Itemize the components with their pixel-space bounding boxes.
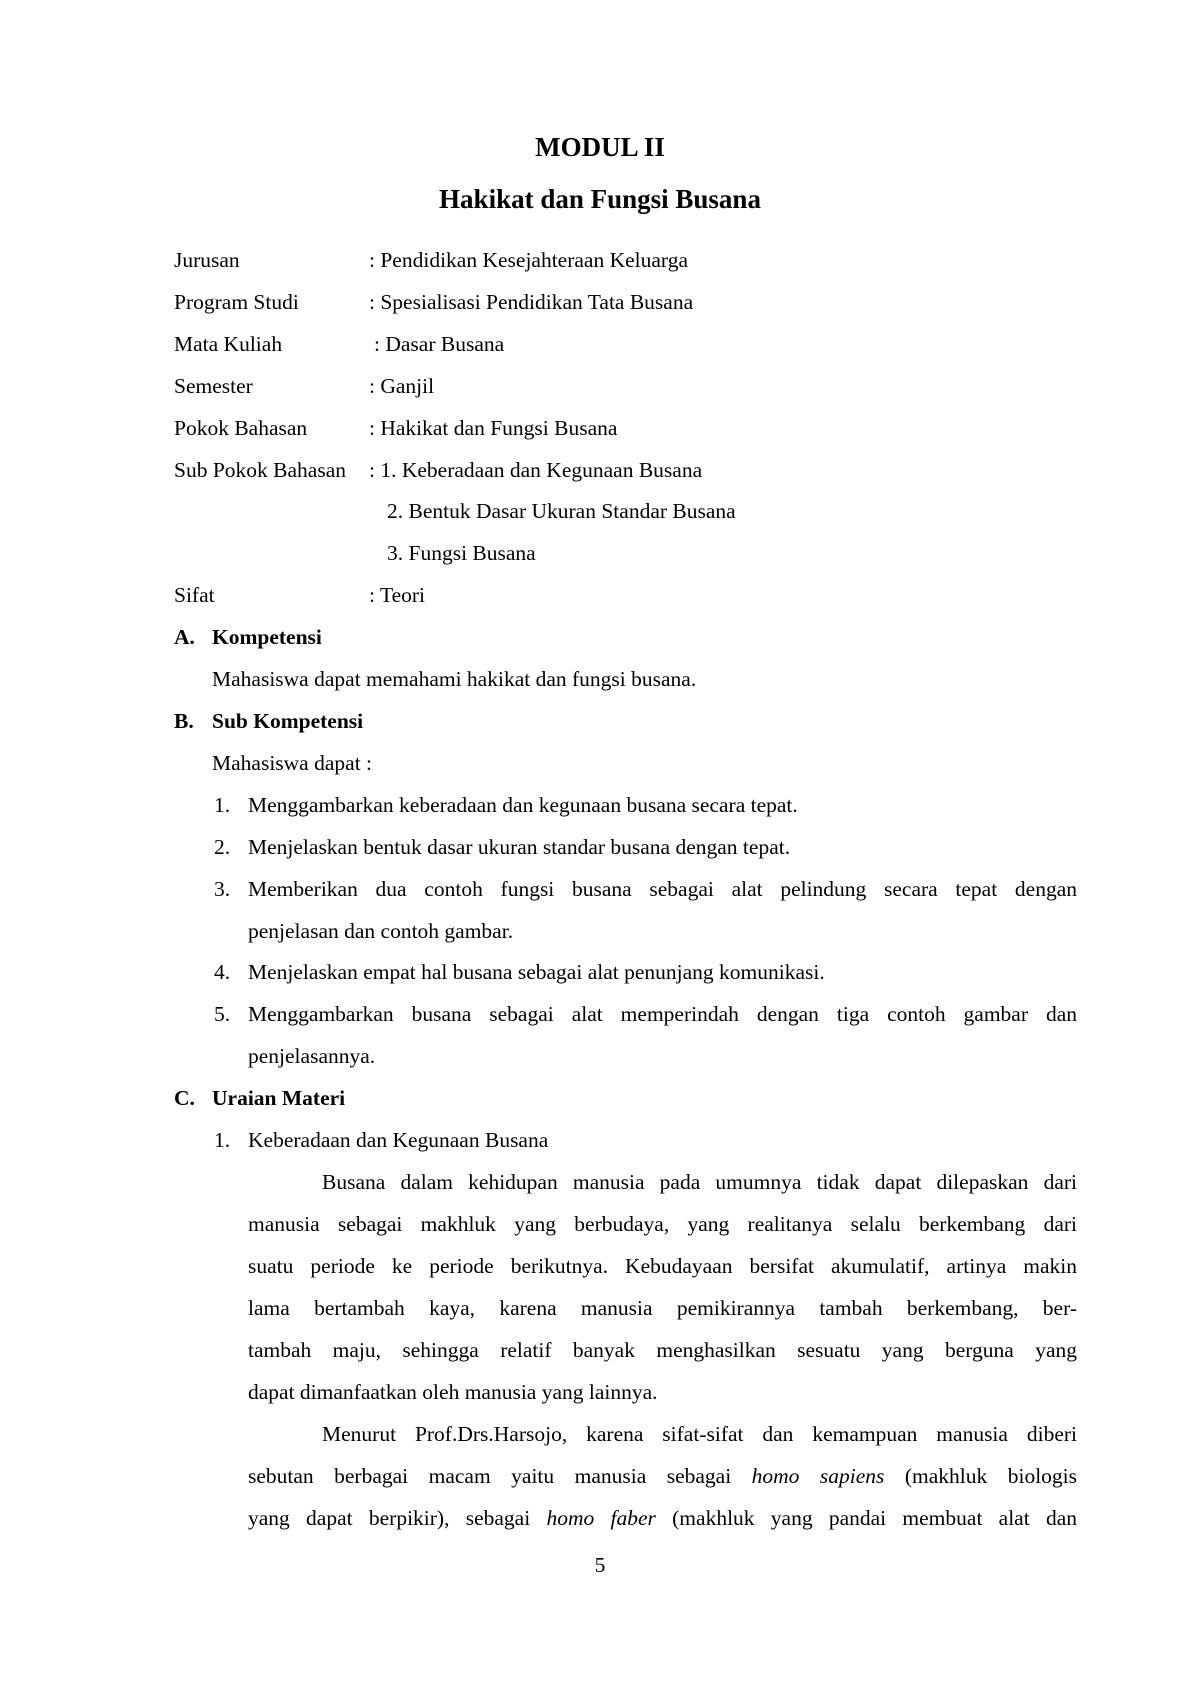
info-label-semester: Semester	[174, 374, 253, 398]
list-item-number: 4.	[214, 960, 231, 984]
info-label-jurusan: Jurusan	[174, 248, 240, 272]
info-value-sifat: : Teori	[369, 583, 426, 607]
section-c-heading: Uraian Materi	[212, 1086, 346, 1110]
list-item-text-continued: penjelasannya.	[248, 1044, 376, 1068]
info-value-matkul: : Dasar Busana	[374, 332, 505, 356]
paragraph-line: manusia sebagai makhluk yang berbudaya, yang realitanya selalu berkembang dari	[248, 1212, 1077, 1236]
emphasis-text: homo sapiens	[751, 1464, 885, 1488]
list-item-text: Memberikan dua contoh fungsi busana sebagai alat pelindung secara tepat dengan	[248, 877, 1077, 901]
text-run: (makhluk yang pandai membuat alat dan	[672, 1506, 1078, 1530]
info-value-subpokok-1: : 1. Keberadaan dan Kegunaan Busana	[369, 458, 703, 482]
info-value-subpokok-2: 2. Bentuk Dasar Ukuran Standar Busana	[387, 499, 736, 523]
info-label-pokok: Pokok Bahasan	[174, 416, 308, 440]
text-run: (makhluk biologis	[904, 1464, 1078, 1488]
paragraph-line	[248, 1508, 1077, 1530]
info-value-jurusan: : Pendidikan Kesejahteraan Keluarga	[369, 248, 688, 272]
paragraph-line: Busana dalam kehidupan manusia pada umumnya tidak dapat dilepaskan dari	[322, 1170, 1077, 1194]
list-item-text: Menjelaskan bentuk dasar ukuran standar busana dengan tepat.	[248, 835, 791, 859]
info-value-semester: : Ganjil	[369, 374, 435, 398]
list-item-text-continued: penjelasan dan contoh gambar.	[248, 919, 514, 943]
text-run: sebutan berbagai macam yaitu manusia sebagai	[248, 1464, 732, 1488]
section-c-letter: C.	[174, 1086, 195, 1110]
list-item-text: Menggambarkan busana sebagai alat memperindah dengan tiga contoh gambar dan	[248, 1002, 1077, 1026]
module-title: MODUL II	[535, 132, 665, 162]
paragraph-line: suatu periode ke periode berikutnya. Kebudayaan bersifat akumulatif, artinya makin	[248, 1254, 1077, 1278]
module-subtitle: Hakikat dan Fungsi Busana	[439, 184, 761, 214]
info-label-sifat: Sifat	[174, 583, 215, 607]
info-value-pokok: : Hakikat dan Fungsi Busana	[369, 416, 618, 440]
paragraph-line: dapat dimanfaatkan oleh manusia yang lainnya.	[248, 1380, 658, 1404]
section-b-heading: Sub Kompetensi	[212, 709, 364, 733]
section-a-letter: A.	[174, 625, 195, 649]
paragraph-line: tambah maju, sehingga relatif banyak menghasilkan sesuatu yang berguna yang	[248, 1338, 1077, 1362]
section-b-intro: Mahasiswa dapat :	[212, 751, 373, 775]
info-label-subpokok: Sub Pokok Bahasan	[174, 458, 346, 482]
list-item-number: 5.	[214, 1002, 231, 1026]
page-number: 5	[594, 1553, 606, 1577]
paragraph-line	[248, 1466, 1077, 1488]
list-item-text: Menggambarkan keberadaan dan kegunaan busana secara tepat.	[248, 793, 798, 817]
paragraph-line: Menurut Prof.Drs.Harsojo, karena sifat-sifat dan kemampuan manusia diberi	[322, 1422, 1077, 1446]
emphasis-text: homo faber	[546, 1506, 656, 1530]
list-item-number: 2.	[214, 835, 231, 859]
info-value-subpokok-3: 3. Fungsi Busana	[387, 541, 536, 565]
info-label-matkul: Mata Kuliah	[174, 332, 283, 356]
paragraph-line: lama bertambah kaya, karena manusia pemikirannya tambah berkembang, ber-	[248, 1296, 1077, 1320]
list-item-text: Menjelaskan empat hal busana sebagai alat penunjang komunikasi.	[248, 960, 825, 984]
list-item-number: 3.	[214, 877, 231, 901]
section-b-letter: B.	[174, 709, 194, 733]
info-label-prodi: Program Studi	[174, 290, 299, 314]
subsection-title: Keberadaan dan Kegunaan Busana	[248, 1128, 549, 1152]
section-a-text: Mahasiswa dapat memahami hakikat dan fungsi busana.	[212, 667, 697, 691]
section-a-heading: Kompetensi	[212, 625, 322, 649]
subsection-number: 1.	[214, 1128, 231, 1152]
list-item-number: 1.	[214, 793, 231, 817]
text-run: yang dapat berpikir), sebagai	[248, 1506, 531, 1530]
info-value-prodi: : Spesialisasi Pendidikan Tata Busana	[369, 290, 694, 314]
